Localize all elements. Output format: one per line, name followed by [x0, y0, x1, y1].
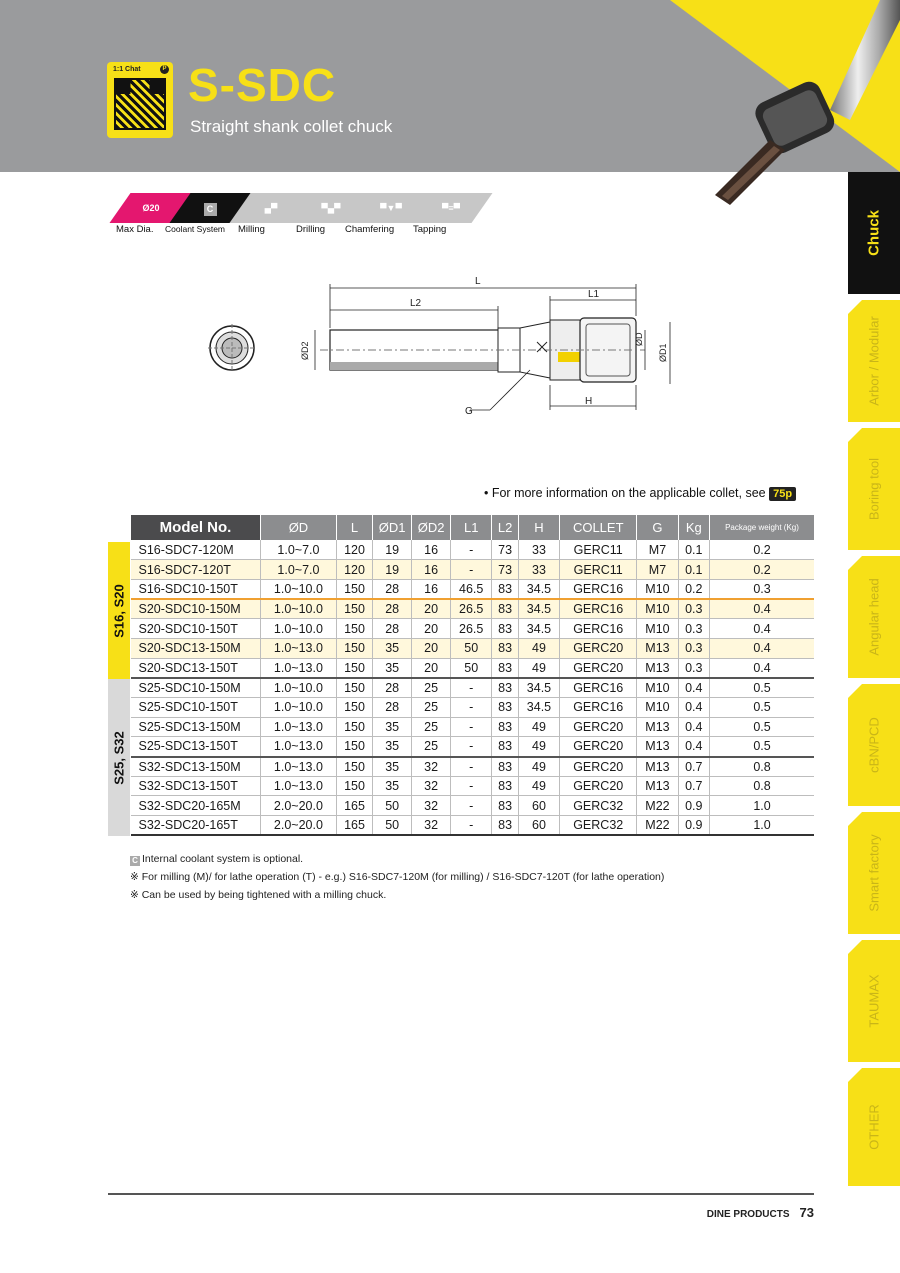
spec-cell: M13: [637, 757, 678, 777]
spec-cell: GERC16: [560, 579, 637, 599]
spec-cell: 1.0~13.0: [261, 737, 337, 757]
spec-cell: GERC20: [560, 757, 637, 777]
spec-cell: 2.0~20.0: [261, 816, 337, 836]
tab-taumax[interactable]: [848, 940, 900, 1062]
dim-L: L: [475, 276, 481, 287]
collet-note-text: • For more information on the applicable collet, see: [484, 486, 766, 500]
spec-cell: 32: [412, 796, 451, 816]
spec-cell: 34.5: [518, 599, 559, 619]
spec-cell: 0.3: [678, 599, 709, 619]
spec-cell: M7: [637, 560, 678, 580]
badge-label-drilling: Drilling: [296, 224, 326, 235]
spec-cell: 49: [518, 757, 559, 777]
spec-cell: 1.0~7.0: [261, 540, 337, 560]
spec-cell: -: [451, 737, 492, 757]
tab-label: Chuck: [865, 210, 883, 256]
spec-cell: 1.0~13.0: [261, 658, 337, 678]
spec-cell: -: [451, 540, 492, 560]
tab-label: Arbor / Modular: [866, 316, 882, 406]
col-h: H: [518, 515, 559, 540]
spec-cell: M10: [637, 619, 678, 639]
spec-cell: 0.4: [678, 717, 709, 737]
spec-cell: 49: [518, 658, 559, 678]
spec-cell: GERC16: [560, 678, 637, 698]
spec-cell: GERC32: [560, 796, 637, 816]
spec-cell: 1.0~10.0: [261, 599, 337, 619]
page-number: 73: [799, 1205, 814, 1220]
model-cell: S32-SDC13-150T: [131, 776, 261, 796]
tab-smart-factory[interactable]: [848, 812, 900, 934]
spec-cell: M10: [637, 599, 678, 619]
spec-cell: M13: [637, 717, 678, 737]
spec-cell: 73: [492, 560, 519, 580]
spec-cell: 25: [412, 698, 451, 718]
spec-cell: 83: [492, 717, 519, 737]
spec-cell: 150: [336, 717, 372, 737]
spec-cell: 46.5: [451, 579, 492, 599]
spec-cell: 83: [492, 698, 519, 718]
spec-cell: -: [451, 757, 492, 777]
spec-cell: M7: [637, 540, 678, 560]
spec-cell: -: [451, 560, 492, 580]
table-row: [131, 658, 815, 678]
spec-cell: M13: [637, 737, 678, 757]
spec-cell: 0.2: [678, 579, 709, 599]
col-l2: L2: [492, 515, 519, 540]
spec-cell: 25: [412, 678, 451, 698]
model-cell: S20-SDC13-150M: [131, 638, 261, 658]
spec-cell: -: [451, 816, 492, 836]
spec-cell: M10: [637, 678, 678, 698]
technical-drawing: [200, 270, 700, 420]
spec-cell: 83: [492, 619, 519, 639]
spec-cell: 16: [412, 579, 451, 599]
spec-cell: 83: [492, 678, 519, 698]
spec-cell: 120: [336, 540, 372, 560]
drilling-icon: ▀▄▀: [289, 193, 372, 223]
spec-cell: GERC20: [560, 658, 637, 678]
collet-reference-note: [484, 486, 796, 501]
spec-cell: 0.5: [710, 737, 814, 757]
spec-cell: 0.4: [678, 737, 709, 757]
spec-cell: 2.0~20.0: [261, 796, 337, 816]
feature-badges: [108, 193, 488, 223]
spec-cell: 60: [518, 816, 559, 836]
spec-cell: 83: [492, 816, 519, 836]
footer-brand: DINE PRODUCTS: [706, 1209, 790, 1220]
model-cell: S20-SDC13-150T: [131, 658, 261, 678]
table-row: [131, 737, 815, 757]
tab-angular-head[interactable]: [848, 556, 900, 678]
spec-cell: 0.3: [678, 638, 709, 658]
spec-cell: 1.0~10.0: [261, 678, 337, 698]
dim-L1: L1: [588, 289, 600, 300]
tab-label: Smart factory: [866, 834, 882, 912]
spec-cell: 50: [373, 816, 412, 836]
tab-label: Boring tool: [866, 457, 882, 521]
spec-cell: 49: [518, 776, 559, 796]
spec-cell: M13: [637, 776, 678, 796]
spec-cell: 0.8: [710, 776, 814, 796]
tab-other[interactable]: [848, 1068, 900, 1186]
model-cell: S32-SDC20-165M: [131, 796, 261, 816]
spec-cell: 26.5: [451, 599, 492, 619]
model-cell: S25-SDC13-150T: [131, 737, 261, 757]
spec-cell: M13: [637, 658, 678, 678]
spec-cell: 0.3: [710, 579, 814, 599]
col-model: Model No.: [131, 515, 261, 540]
spec-cell: M22: [637, 816, 678, 836]
spec-cell: 0.8: [710, 757, 814, 777]
end-view: [208, 324, 256, 372]
qr-code-badge[interactable]: [107, 62, 173, 138]
spec-cell: GERC11: [560, 540, 637, 560]
spec-cell: 83: [492, 757, 519, 777]
spec-cell: 0.2: [710, 560, 814, 580]
model-cell: S16-SDC10-150T: [131, 579, 261, 599]
col-d1: ØD1: [373, 515, 412, 540]
tab-label: OTHER: [866, 1104, 882, 1150]
spec-cell: -: [451, 698, 492, 718]
dim-D1: ØD1: [658, 343, 668, 362]
spec-cell: 150: [336, 599, 372, 619]
spec-cell: 35: [373, 717, 412, 737]
spec-cell: 28: [373, 698, 412, 718]
table-row: [131, 757, 815, 777]
model-cell: S16-SDC7-120T: [131, 560, 261, 580]
spec-cell: 83: [492, 638, 519, 658]
model-cell: S20-SDC10-150M: [131, 599, 261, 619]
page-title: S-SDC: [188, 59, 337, 111]
spec-cell: 28: [373, 619, 412, 639]
model-cell: S25-SDC10-150M: [131, 678, 261, 698]
spec-cell: GERC16: [560, 619, 637, 639]
badge-label-max-dia: Max Dia.: [116, 224, 154, 235]
spec-cell: 150: [336, 678, 372, 698]
spec-cell: 83: [492, 796, 519, 816]
note-coolant: C Internal coolant system is optional.: [130, 850, 664, 868]
spec-cell: 150: [336, 619, 372, 639]
spec-cell: 50: [451, 638, 492, 658]
spec-cell: 1.0: [710, 796, 814, 816]
tab-arbor-modular[interactable]: [848, 300, 900, 422]
spec-cell: M13: [637, 638, 678, 658]
spec-cell: 19: [373, 540, 412, 560]
spec-cell: -: [451, 776, 492, 796]
spec-cell: 1.0: [710, 816, 814, 836]
spec-cell: 83: [492, 599, 519, 619]
spec-cell: 35: [373, 638, 412, 658]
footnotes: [130, 850, 664, 904]
table-row: [131, 678, 815, 698]
table-row: [131, 816, 815, 836]
spec-cell: 0.2: [710, 540, 814, 560]
coolant-badge: C: [169, 193, 252, 223]
spec-cell: 28: [373, 579, 412, 599]
spec-cell: 150: [336, 776, 372, 796]
model-cell: S25-SDC13-150M: [131, 717, 261, 737]
spec-cell: 150: [336, 579, 372, 599]
spec-cell: 19: [373, 560, 412, 580]
collet-page-link[interactable]: 75p: [769, 487, 796, 501]
spec-cell: 35: [373, 776, 412, 796]
table-row: [131, 540, 815, 560]
spec-cell: 0.5: [710, 717, 814, 737]
spec-cell: 32: [412, 757, 451, 777]
spec-cell: 50: [451, 658, 492, 678]
spec-cell: GERC16: [560, 599, 637, 619]
col-g: G: [637, 515, 678, 540]
spec-cell: 1.0~13.0: [261, 638, 337, 658]
model-cell: S20-SDC10-150T: [131, 619, 261, 639]
spec-cell: 26.5: [451, 619, 492, 639]
table-row: [131, 638, 815, 658]
spec-cell: 16: [412, 560, 451, 580]
spec-cell: 1.0~13.0: [261, 717, 337, 737]
table-row: [131, 796, 815, 816]
model-cell: S32-SDC20-165T: [131, 816, 261, 836]
badge-label-chamfering: Chamfering: [345, 224, 395, 235]
spec-cell: 0.4: [710, 658, 814, 678]
col-package-weight: Package weight (Kg): [710, 515, 814, 540]
spec-cell: GERC32: [560, 816, 637, 836]
spec-cell: 1.0~10.0: [261, 619, 337, 639]
spec-cell: 0.4: [710, 599, 814, 619]
spec-cell: GERC20: [560, 737, 637, 757]
col-collet: COLLET: [560, 515, 637, 540]
note-milling-chuck: ※ Can be used by being tightened with a milling chuck.: [130, 889, 387, 901]
chamfering-icon: ▀▼▀: [349, 193, 432, 223]
spec-cell: 1.0~7.0: [261, 560, 337, 580]
dim-D2: ØD2: [300, 341, 310, 360]
spec-cell: 0.4: [710, 619, 814, 639]
col-kg: Kg: [678, 515, 709, 540]
note-milling-lathe: ※ For milling (M)/ for lathe operation (T) - e.g.) S16-SDC7-120M (for milling) / S16-SDC7-120T (for lathe operation): [130, 871, 665, 883]
spec-cell: 49: [518, 638, 559, 658]
model-cell: S16-SDC7-120M: [131, 540, 261, 560]
spec-cell: 150: [336, 658, 372, 678]
spec-cell: 0.7: [678, 776, 709, 796]
table-row: [131, 619, 815, 639]
spec-cell: 0.1: [678, 560, 709, 580]
spec-cell: 83: [492, 737, 519, 757]
dim-H: H: [585, 396, 593, 407]
spec-cell: 0.3: [678, 619, 709, 639]
spec-cell: 150: [336, 698, 372, 718]
spec-cell: 20: [412, 599, 451, 619]
side-view: [320, 318, 645, 382]
spec-cell: 20: [412, 619, 451, 639]
dim-D: ØD: [634, 332, 644, 346]
dim-L2: L2: [410, 298, 422, 309]
spec-cell: GERC11: [560, 560, 637, 580]
spec-cell: 28: [373, 599, 412, 619]
qr-code-icon: [114, 78, 166, 130]
dim-G: G: [465, 406, 473, 417]
spec-cell: 35: [373, 658, 412, 678]
tab-label: cBN/PCD: [866, 717, 882, 773]
spec-cell: 28: [373, 678, 412, 698]
model-cell: S32-SDC13-150M: [131, 757, 261, 777]
tab-boring-tool[interactable]: [848, 428, 900, 550]
spec-cell: 0.7: [678, 757, 709, 777]
spec-cell: M10: [637, 579, 678, 599]
spec-cell: 165: [336, 796, 372, 816]
spec-cell: GERC16: [560, 698, 637, 718]
coolant-icon: C: [130, 856, 140, 866]
table-row: [131, 698, 815, 718]
spec-cell: -: [451, 796, 492, 816]
table-row: [131, 579, 815, 599]
spec-cell: 1.0~10.0: [261, 698, 337, 718]
qr-label: 1:1 Chat: [113, 66, 141, 73]
spec-cell: GERC20: [560, 776, 637, 796]
tab-label: Angular head: [866, 578, 882, 656]
col-d: ØD: [261, 515, 337, 540]
spec-cell: 83: [492, 658, 519, 678]
spec-cell: 49: [518, 737, 559, 757]
spec-cell: 16: [412, 540, 451, 560]
badge-label-coolant: Coolant System: [165, 224, 225, 234]
spec-cell: 49: [518, 717, 559, 737]
spec-cell: 83: [492, 579, 519, 599]
spec-cell: 34.5: [518, 619, 559, 639]
spec-cell: 1.0~13.0: [261, 757, 337, 777]
spec-cell: 83: [492, 776, 519, 796]
tab-chuck[interactable]: [848, 172, 900, 294]
spec-cell: 73: [492, 540, 519, 560]
spec-cell: 32: [412, 776, 451, 796]
qr-badge-icon: P: [160, 65, 169, 74]
spec-cell: 165: [336, 816, 372, 836]
spec-cell: GERC20: [560, 717, 637, 737]
spec-cell: 0.9: [678, 816, 709, 836]
spec-cell: M22: [637, 796, 678, 816]
table-row: [131, 599, 815, 619]
page-subtitle: Straight shank collet chuck: [190, 117, 393, 136]
spec-cell: 0.9: [678, 796, 709, 816]
spec-cell: 32: [412, 816, 451, 836]
spec-cell: 0.4: [710, 638, 814, 658]
col-l1: L1: [451, 515, 492, 540]
spec-cell: GERC20: [560, 638, 637, 658]
model-cell: S25-SDC10-150T: [131, 698, 261, 718]
spec-cell: 25: [412, 717, 451, 737]
spec-cell: 150: [336, 737, 372, 757]
tab-cbn-pcd[interactable]: [848, 684, 900, 806]
badge-label-tapping: Tapping: [413, 224, 447, 235]
tab-label: TAUMAX: [866, 974, 882, 1028]
table-row: [131, 776, 815, 796]
spec-cell: 150: [336, 638, 372, 658]
milling-icon: ▄▀: [229, 193, 312, 223]
spec-cell: 0.3: [678, 658, 709, 678]
spec-cell: -: [451, 678, 492, 698]
spec-cell: 150: [336, 757, 372, 777]
spec-cell: -: [451, 717, 492, 737]
table-row: [131, 560, 815, 580]
spec-cell: M10: [637, 698, 678, 718]
spec-cell: 0.4: [678, 678, 709, 698]
spec-cell: 25: [412, 737, 451, 757]
group-label-s25-s32: S25, S32: [108, 679, 130, 836]
spec-cell: 33: [518, 560, 559, 580]
spec-cell: 0.5: [710, 678, 814, 698]
spec-cell: 1.0~13.0: [261, 776, 337, 796]
spec-cell: 20: [412, 658, 451, 678]
table-header-row: [131, 515, 815, 540]
spec-cell: 60: [518, 796, 559, 816]
max-dia-badge: Ø20: [109, 193, 192, 223]
spec-cell: 34.5: [518, 579, 559, 599]
footer: [707, 1205, 814, 1220]
spec-cell: 34.5: [518, 678, 559, 698]
spec-cell: 35: [373, 757, 412, 777]
spec-cell: 34.5: [518, 698, 559, 718]
tapping-icon: ▀≡▀: [409, 193, 492, 223]
spec-cell: 0.1: [678, 540, 709, 560]
spec-cell: 1.0~10.0: [261, 579, 337, 599]
col-l: L: [336, 515, 372, 540]
spec-cell: 50: [373, 796, 412, 816]
col-d2: ØD2: [412, 515, 451, 540]
group-label-s16-s20: S16, S20: [108, 542, 130, 679]
spec-cell: 0.4: [678, 698, 709, 718]
spec-cell: 0.5: [710, 698, 814, 718]
table-row: [131, 717, 815, 737]
spec-cell: 35: [373, 737, 412, 757]
spec-cell: 20: [412, 638, 451, 658]
spec-cell: 120: [336, 560, 372, 580]
spec-table: [130, 515, 814, 836]
footer-divider: [108, 1193, 814, 1195]
badge-label-milling: Milling: [238, 224, 265, 235]
spec-cell: 33: [518, 540, 559, 560]
